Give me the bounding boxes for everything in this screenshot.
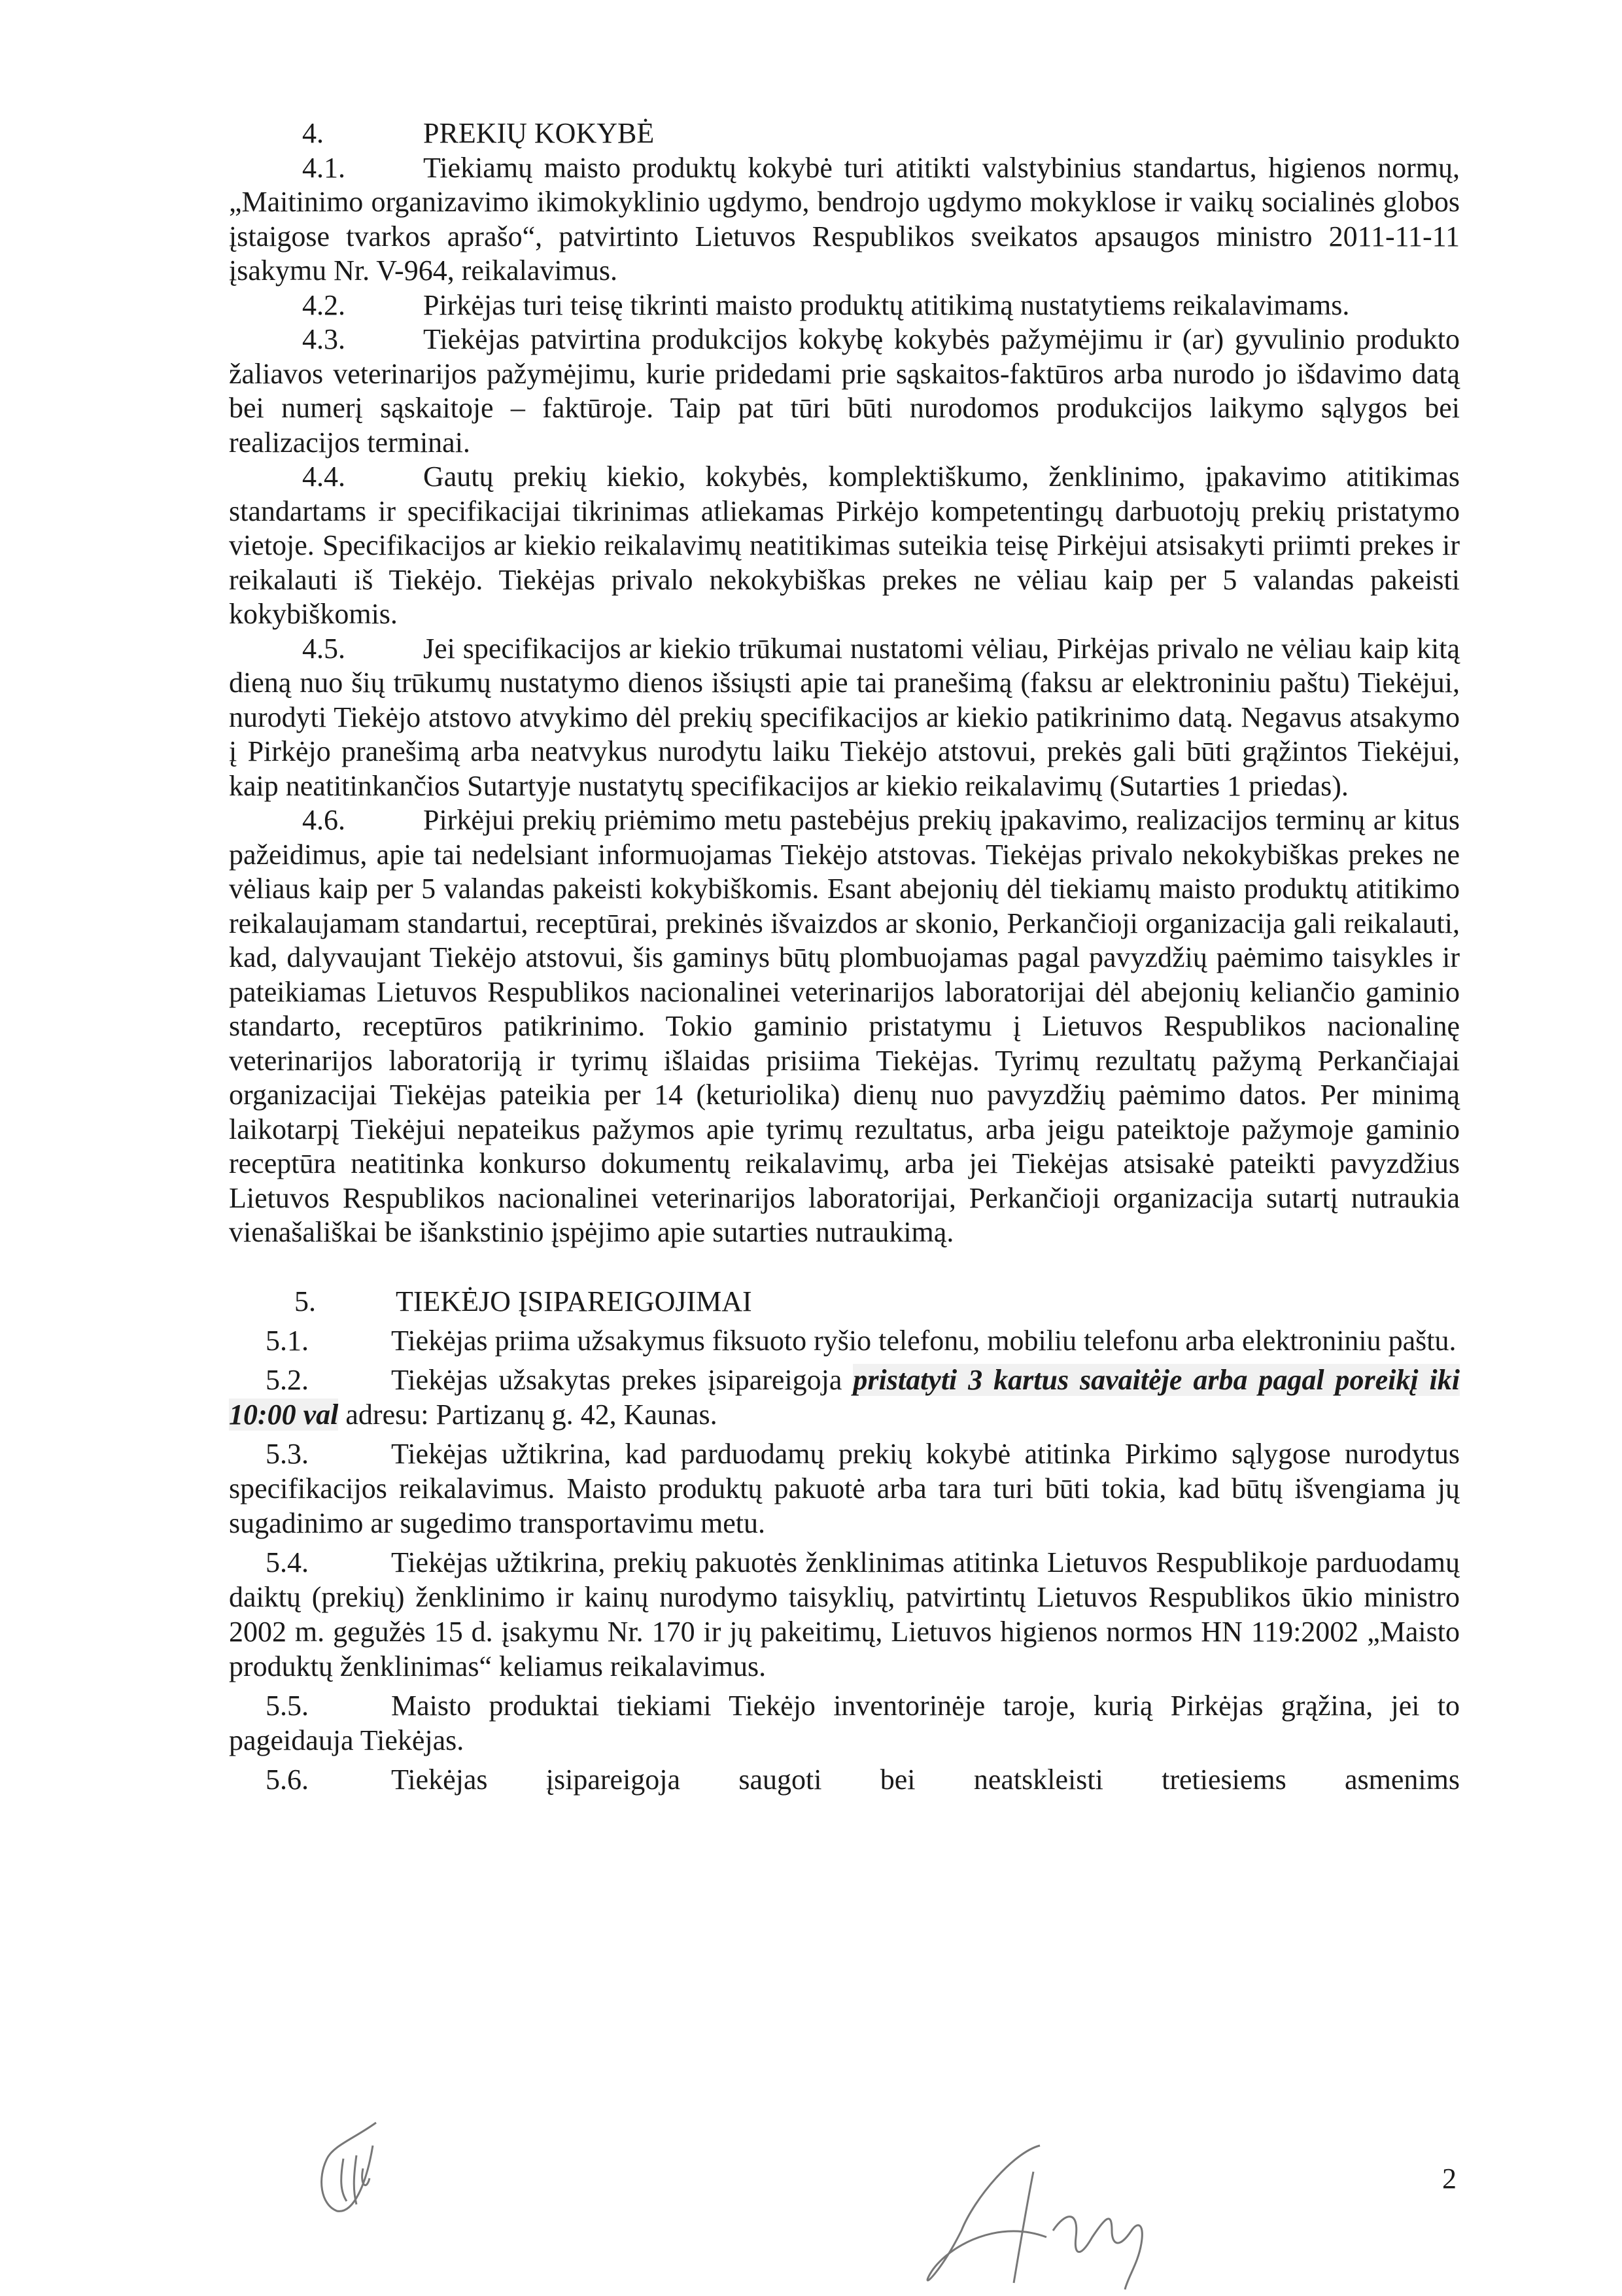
paragraph-number: 5.6. xyxy=(266,1763,309,1796)
paragraph xyxy=(229,1688,1460,1758)
paragraph-number: 5.2. xyxy=(266,1363,309,1396)
paragraph xyxy=(229,1323,1460,1358)
paragraph-text: adresu: Partizanų g. 42, Kaunas. xyxy=(338,1398,717,1431)
page-number: 2 xyxy=(1442,2163,1457,2195)
section-heading xyxy=(229,116,1460,151)
paragraph xyxy=(229,803,1460,1250)
paragraph-number: 4.1. xyxy=(302,151,345,184)
paragraph xyxy=(229,1436,1460,1540)
paragraph-number: 4.6. xyxy=(302,804,345,836)
paragraph xyxy=(229,632,1460,804)
paragraph-text: Tiekėjas priima užsakymus fiksuoto ryšio telefonu, mobiliu telefonu arba elektroniniu paštu. xyxy=(391,1324,1457,1357)
paragraph-number: 5.5. xyxy=(266,1689,309,1722)
section-title: TIEKĖJO ĮSIPAREIGOJIMAI xyxy=(396,1285,752,1317)
paragraph-text: Jei specifikacijos ar kiekio trūkumai nustatomi vėliau, Pirkėjas privalo ne vėliau kaip kitą dieną nuo šių trūkumų nustatymo dienos išsiųsti apie tai pranešimą (faksu ar elektroniniu paštu) Tiekėjui, nurodyti Tiekėjo atstovo atvykimo dėl prekių specifikacijos ar kiekio patikrinimo datą. Negavus atsakymo į Pirkėjo pranešimą arba neatvykus nurodytu laiku Tiekėjo atstovui, prekės gali būti grąžintos Tiekėjui, kaip neatitinkančios Sutartyje nustatytų specifikacijos ar kiekio reikalavimų (Sutarties 1 priedas). xyxy=(229,632,1460,802)
paragraph xyxy=(229,151,1460,288)
paragraph-number: 4.2. xyxy=(302,288,345,321)
paragraph xyxy=(229,1762,1460,1797)
section-number: 5. xyxy=(294,1285,316,1317)
document-page xyxy=(229,116,1460,1797)
section-4 xyxy=(229,116,1460,1250)
section-heading xyxy=(229,1284,1460,1319)
paragraph-number: 4.4. xyxy=(302,461,345,493)
paragraph-number: 5.1. xyxy=(266,1324,309,1357)
paragraph xyxy=(229,322,1460,460)
paragraph-text: Tiekėjas patvirtina produkcijos kokybę kokybės pažymėjimu ir (ar) gyvulinio produkto žaliavos veterinarijos pažymėjimu, kurie pridedami prie sąskaitos-faktūros arba nurodo jo išdavimo datą bei numerį sąskaitoje – faktūroje. Taip pat tūri būti nurodomos produkcijos laikymo sąlygos bei realizacijos terminai. xyxy=(229,323,1460,459)
paragraph-text: Pirkėjui prekių priėmimo metu pastebėjus prekių įpakavimo, realizacijos terminų ar kitus pažeidimus, apie tai nedelsiant informuojamas Tiekėjo atstovas. Tiekėjas privalo nekokybiškas prekes ne vėliaus kaip per 5 valandas pakeisti kokybiškomis. Esant abejonių dėl tiekiamų maisto produktų atitikimo reikalaujamam standartui, receptūrai, prekinės išvaizdos ar skonio, Perkančioji organizacija gali reikalauti, kad, dalyvaujant Tiekėjo atstovui, šis gaminys būtų plombuojamas pagal pavyzdžių paėmimo taisykles ir pateikiamas Lietuvos Respublikos nacionalinei veterinarijos laboratorijai dėl abejonių keliančio gaminio standarto, receptūros patikrinimo. Tokio gaminio pristatymu į Lietuvos Respublikos nacionalinę veterinarijos laboratoriją ir tyrimų išlaidas prisiima Tiekėjas. Tyrimų rezultatų pažymą Perkančiajai organizacijai Tiekėjas pateikia per 14 (keturiolika) dienų nuo pavyzdžių paėmimo datos. Per minimą laikotarpį Tiekėjui nepateikus pažymos apie tyrimų rezultatus, arba jeigu pateiktoje pažymoje gaminio receptūra neatitinka konkurso dokumentų reikalavimų, arba jei Tiekėjas atsisakė pateikti pavyzdžius Lietuvos Respublikos nacionalinei veterinarijos laboratorijai, Perkančioji organizacija sutartį nutraukia vienašališkai be išankstinio įspėjimo apie sutarties nutraukimą. xyxy=(229,804,1460,1248)
section-number: 4. xyxy=(302,117,324,149)
emphasized-delivery-terms: pristatyti 3 kartus savaitėje arba pagal poreikį iki 10:00 val xyxy=(229,1363,1460,1431)
paragraph-text: Maisto produktai tiekiami Tiekėjo inventorinėje taroje, kurią Pirkėjas grąžina, jei to pageidauja Tiekėjas. xyxy=(229,1689,1460,1756)
paragraph xyxy=(229,1363,1460,1432)
paragraph-number: 4.5. xyxy=(302,632,345,665)
paragraph-text: Gautų prekių kiekio, kokybės, komplektiškumo, ženklinimo, įpakavimo atitikimas standartams ir specifikacijai tikrinimas atliekamas Pirkėjo kompetentingų darbuotojų prekių pristatymo vietoje. Specifikacijos ar kiekio reikalavimų neatitikimas suteikia teisę Pirkėjui atsisakyti priimti prekes ir reikalauti iš Tiekėjo. Tiekėjas privalo nekokybiškas prekes ne vėliau kaip per 5 valandas pakeisti kokybiškomis. xyxy=(229,461,1460,630)
paragraph-number: 4.3. xyxy=(302,323,345,355)
signature xyxy=(903,2139,1177,2296)
initials-signature xyxy=(307,2119,399,2218)
paragraph-text: Tiekėjas užtikrina, prekių pakuotės ženklinimas atitinka Lietuvos Respublikoje parduodamų daiktų (prekių) ženklinimo ir kainų nurodymo taisyklių, patvirtintų Lietuvos Respublikos ūkio ministro 2002 m. gegužės 15 d. įsakymu Nr. 170 ir jų pakeitimų, Lietuvos higienos normos HN 119:2002 „Maisto produktų ženklinimas“ keliamus reikalavimus. xyxy=(229,1546,1460,1682)
paragraph-text: Tiekėjas užsakytas prekes įsipareigoja xyxy=(391,1363,854,1396)
paragraph xyxy=(229,1545,1460,1684)
paragraph-text: Tiekėjas užtikrina, kad parduodamų prekių kokybė atitinka Pirkimo sąlygose nurodytus specifikacijos reikalavimus. Maisto produktų pakuotė arba tara turi būti tokia, kad būtų išvengiama jų sugadinimo ar sugedimo transportavimu metu. xyxy=(229,1437,1460,1539)
paragraph xyxy=(229,460,1460,632)
paragraph-text: Tiekiamų maisto produktų kokybė turi atitikti valstybinius standartus, higienos normų, „Maitinimo organizavimo ikimokyklinio ugdymo, bendrojo ugdymo mokyklose ir vaikų socialinės globos įstaigose tvarkos aprašo“, patvirtinto Lietuvos Respublikos sveikatos apsaugos ministro 2011-11-11 įsakymu Nr. V-964, reikalavimus. xyxy=(229,151,1460,287)
paragraph-text: Tiekėjas įsipareigoja saugoti bei neatskleisti tretiesiems asmenims xyxy=(391,1763,1460,1796)
paragraph-text: Pirkėjas turi teisę tikrinti maisto produktų atitikimą nustatytiems reikalavimams. xyxy=(423,288,1350,321)
paragraph-number: 5.3. xyxy=(266,1437,309,1470)
section-5 xyxy=(229,1284,1460,1797)
section-title: PREKIŲ KOKYBĖ xyxy=(423,117,655,149)
paragraph-number: 5.4. xyxy=(266,1546,309,1578)
paragraph xyxy=(229,288,1460,323)
